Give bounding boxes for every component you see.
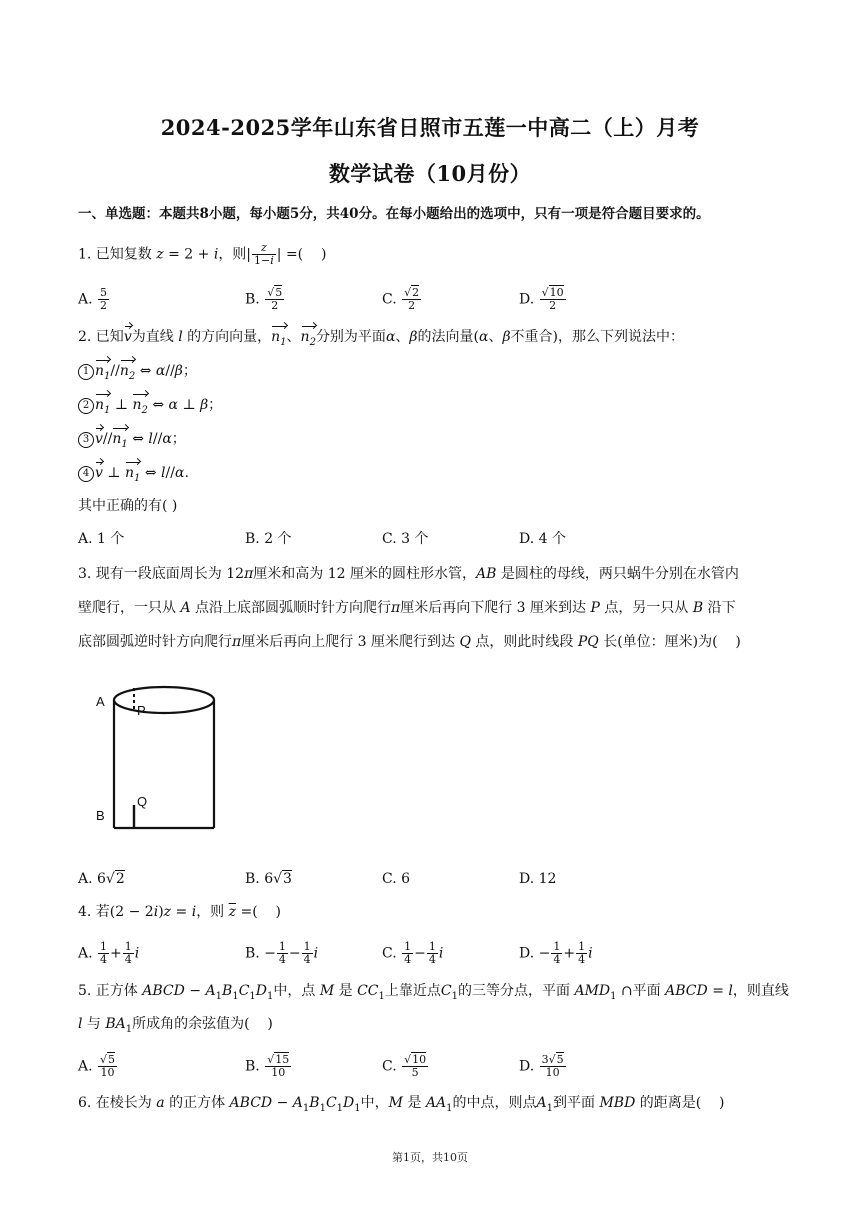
question-1-option-a: A. $\frac{5}{2}$	[78, 286, 108, 312]
cylinder-figure	[90, 680, 225, 835]
figure-label-p: P	[137, 703, 146, 718]
question-2-item-2: 2 $n_1$ ⊥ $n_2$ ⇔ α ⊥ β；	[78, 396, 222, 420]
question-3-option-a: A. 6√2	[78, 871, 125, 887]
exam-title-line1: 2024-2025学年山东省日照市五莲一中高二（上）月考	[160, 115, 700, 140]
question-1-text: 1. 已知复数 z = 2 + i，则| $\frac{z}{1-i}$ | =( )	[78, 241, 327, 267]
question-2-item-3: 3 $v//n_1$ ⇔ l//α；	[78, 430, 186, 454]
figure-label-q: Q	[137, 794, 148, 809]
figure-label-b: B	[96, 808, 105, 823]
figure-label-a: A	[96, 694, 105, 709]
question-2-option-d: D. 4 个	[519, 531, 566, 547]
question-5-line-2: l 与 $BA_1$所成角的余弦值为( )	[78, 1016, 273, 1035]
question-2-option-a: A. 1 个	[78, 531, 125, 547]
question-4-option-b: B. − $\frac{1}{4}$ − $\frac{1}{4}$ i	[245, 940, 319, 966]
question-4-option-c: C. $\frac{1}{4}$ − $\frac{1}{4}$ i	[382, 940, 444, 966]
question-4-option-a: A. $\frac{1}{4}$ + $\frac{1}{4}$ i	[78, 940, 140, 966]
question-1-option-c: C. $\frac{√2}{2}$	[382, 286, 420, 312]
question-2-option-c: C. 3 个	[382, 531, 429, 547]
question-6-text: 6. 在棱长为 a 的正方体 ABCD − $A_1B_1C_1D_1$中，M 是 $AA_1$的中点，则点$A_1$到平面 MBD 的距离是( )	[78, 1095, 725, 1114]
question-2-option-b: B. 2 个	[245, 531, 292, 547]
question-2-item-4: 4 v ⊥ $n_1$ ⇔ l//α.	[78, 464, 189, 488]
question-3-line-1: 3. 现有一段底面周长为 12π厘米和高为 12 厘米的圆柱形水管，AB 是圆柱的母线，两只蜗牛分别在水管内	[78, 566, 739, 582]
question-2-text: 2. 已知v为直线 l 的方向向量，$n_1$、$n_2$分别为平面α、β的法向量(α、β不重合)，那么下列说法中：	[78, 328, 684, 352]
question-2-question: 其中正确的有( )	[78, 498, 178, 514]
question-1-prefix: 1. 已知复数	[78, 246, 157, 263]
question-3-option-c: C. 6	[382, 871, 411, 887]
exam-title-line2: 数学试卷（10月份）	[328, 161, 532, 186]
question-3-line-2: 壁爬行，一只从 A 点沿上底部圆弧顺时针方向爬行π厘米后再向下爬行 3 厘米到达 P 点，另一只从 B 沿下	[78, 600, 736, 616]
cylinder-diagram	[90, 680, 225, 835]
question-1-option-b: B. $\frac{√5}{2}$	[245, 286, 283, 312]
question-5-option-a: A. $\frac{√5}{10}$	[78, 1053, 116, 1079]
question-3-line-3: 底部圆弧逆时针方向爬行π厘米后再向上爬行 3 厘米爬行到达 Q 点，则此时线段 PQ 长(单位：厘米)为( )	[78, 634, 741, 650]
question-5-option-b: B. $\frac{√15}{10}$	[245, 1053, 290, 1079]
question-2-item-1: 1 $n_1//n_2$ ⇔ α//β；	[78, 362, 197, 386]
page-footer: 第1页，共10页	[392, 1151, 468, 1164]
section-heading: 一、单选题：本题共8小题，每小题5分，共40分。在每小题给出的选项中，只有一项是符合题目要求的。	[78, 206, 710, 222]
question-4-option-d: D. − $\frac{1}{4}$ + $\frac{1}{4}$ i	[519, 940, 593, 966]
question-3-option-d: D. 12	[519, 871, 557, 887]
question-5-line-1: 5. 正方体 ABCD − $A_1B_1C_1D_1$中，点 M 是 $CC_1$上靠近点$C_1$的三等分点，平面 $AMD_1$ ∩平面 ABCD = l，则直线	[78, 983, 789, 1002]
question-4-text: 4. 若(2 − 2i)z = i，则 $\overline{z}$ =( )	[78, 904, 281, 920]
question-5-option-c: C. $\frac{√10}{5}$	[382, 1053, 427, 1079]
question-5-option-d: D. $\frac{3√5}{10}$	[519, 1053, 564, 1079]
question-1-option-d: D. $\frac{√10}{2}$	[519, 286, 564, 312]
question-3-option-b: B. 6√3	[245, 871, 292, 887]
